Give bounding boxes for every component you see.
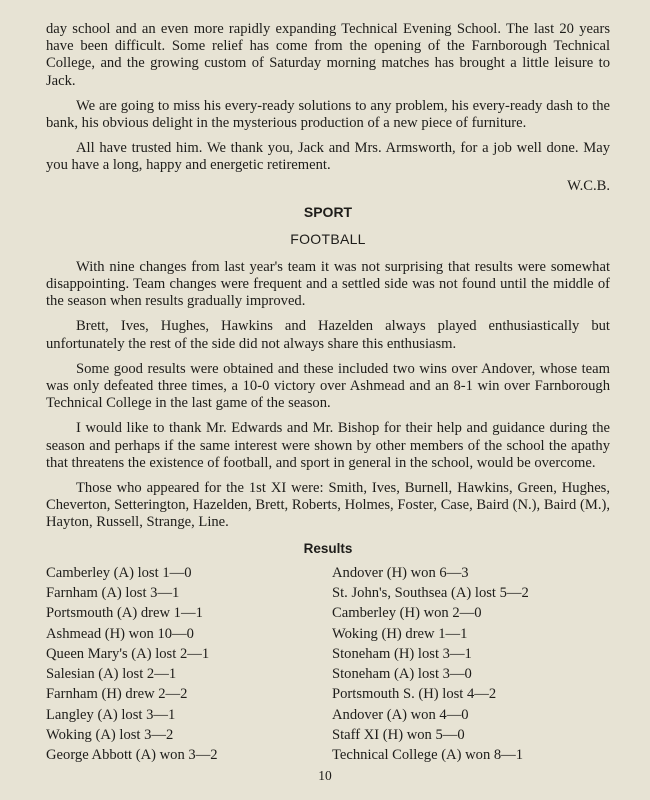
football-paragraph-1: With nine changes from last year's team it was not surprising that results were somewhat disappointing. Team changes were frequent and a settled side was not found until the middle of the season when results gradually improved. [46, 258, 610, 310]
result-row: St. John's, Southsea (A) lost 5—2 [332, 584, 529, 601]
result-row: Farnham (H) drew 2—2 [46, 686, 188, 703]
result-row: Andover (H) won 6—3 [332, 564, 469, 581]
result-row: George Abbott (A) won 3—2 [46, 747, 218, 764]
result-row: Stoneham (H) lost 3—1 [332, 645, 472, 662]
football-paragraph-5: Those who appeared for the 1st XI were: Smith, Ives, Burnell, Hawkins, Green, Hughes, Cheverton, Setterington, Hazelden, Brett, Roberts, Holmes, Foster, Case, Baird (N.), Baird (M.), Hayton, Russell, Strange, Line. [46, 480, 610, 531]
intro-paragraph-1: day school and an even more rapidly expanding Technical Evening School. The last 20 years have been difficult. Some relief has come from the opening of the Farnborough Technical College, and the growing custom of Saturday morning matches has brought a little leisure to Jack. [46, 21, 610, 89]
result-row: Woking (A) lost 3—2 [46, 727, 174, 744]
result-row: Salesian (A) lost 2—1 [46, 666, 177, 683]
football-paragraph-4: I would like to thank Mr. Edwards and Mr. Bishop for their help and guidance during the season and perhaps if the same interest were shown by other members of the school the apathy that threatens the existence of football, and sport in general in the school, would be overcome. [46, 420, 610, 471]
result-row: Andover (A) won 4—0 [332, 706, 469, 723]
football-heading: FOOTBALL [290, 230, 366, 247]
signature: W.C.B. [567, 177, 610, 194]
sport-heading: SPORT [303, 203, 353, 220]
results-column-left [46, 563, 332, 766]
result-row: Farnham (A) lost 3—1 [46, 584, 180, 601]
football-paragraph-2: Brett, Ives, Hughes, Hawkins and Hazelden always played enthusiastically but unfortunately the rest of the side did not always share this enthusiasm. [46, 318, 610, 352]
football-paragraph-3: Some good results were obtained and these included two wins over Andover, whose team was only defeated three times, a 10-0 victory over Ashmead and an 8-1 win over Farnborough Technical College in the last game of the season. [46, 360, 610, 412]
result-row: Stoneham (A) lost 3—0 [332, 666, 472, 683]
page-number: 10 [318, 768, 332, 783]
result-row: Staff XI (H) won 5—0 [332, 727, 465, 744]
result-row: Camberley (A) lost 1—0 [46, 564, 192, 581]
result-row: Camberley (H) won 2—0 [332, 605, 482, 622]
result-row: Portsmouth S. (H) lost 4—2 [332, 686, 497, 703]
intro-paragraph-3: All have trusted him. We thank you, Jack and Mrs. Armsworth, for a job well done. May you have a long, happy and energetic retirement. [46, 140, 610, 174]
result-row: Ashmead (H) won 10—0 [46, 625, 194, 642]
result-row: Technical College (A) won 8—1 [332, 747, 524, 764]
intro-paragraph-2: We are going to miss his every-ready solutions to any problem, his every-ready dash to the bank, his obvious delight in the mysterious production of a new piece of furniture. [46, 97, 610, 132]
result-row: Langley (A) lost 3—1 [46, 706, 176, 723]
result-row: Portsmouth (A) drew 1—1 [46, 605, 203, 622]
results-column-right [332, 563, 610, 766]
results-heading: Results [303, 540, 353, 556]
results-table [46, 563, 610, 766]
result-row: Queen Mary's (A) lost 2—1 [46, 645, 210, 662]
result-row: Woking (H) drew 1—1 [332, 625, 468, 642]
